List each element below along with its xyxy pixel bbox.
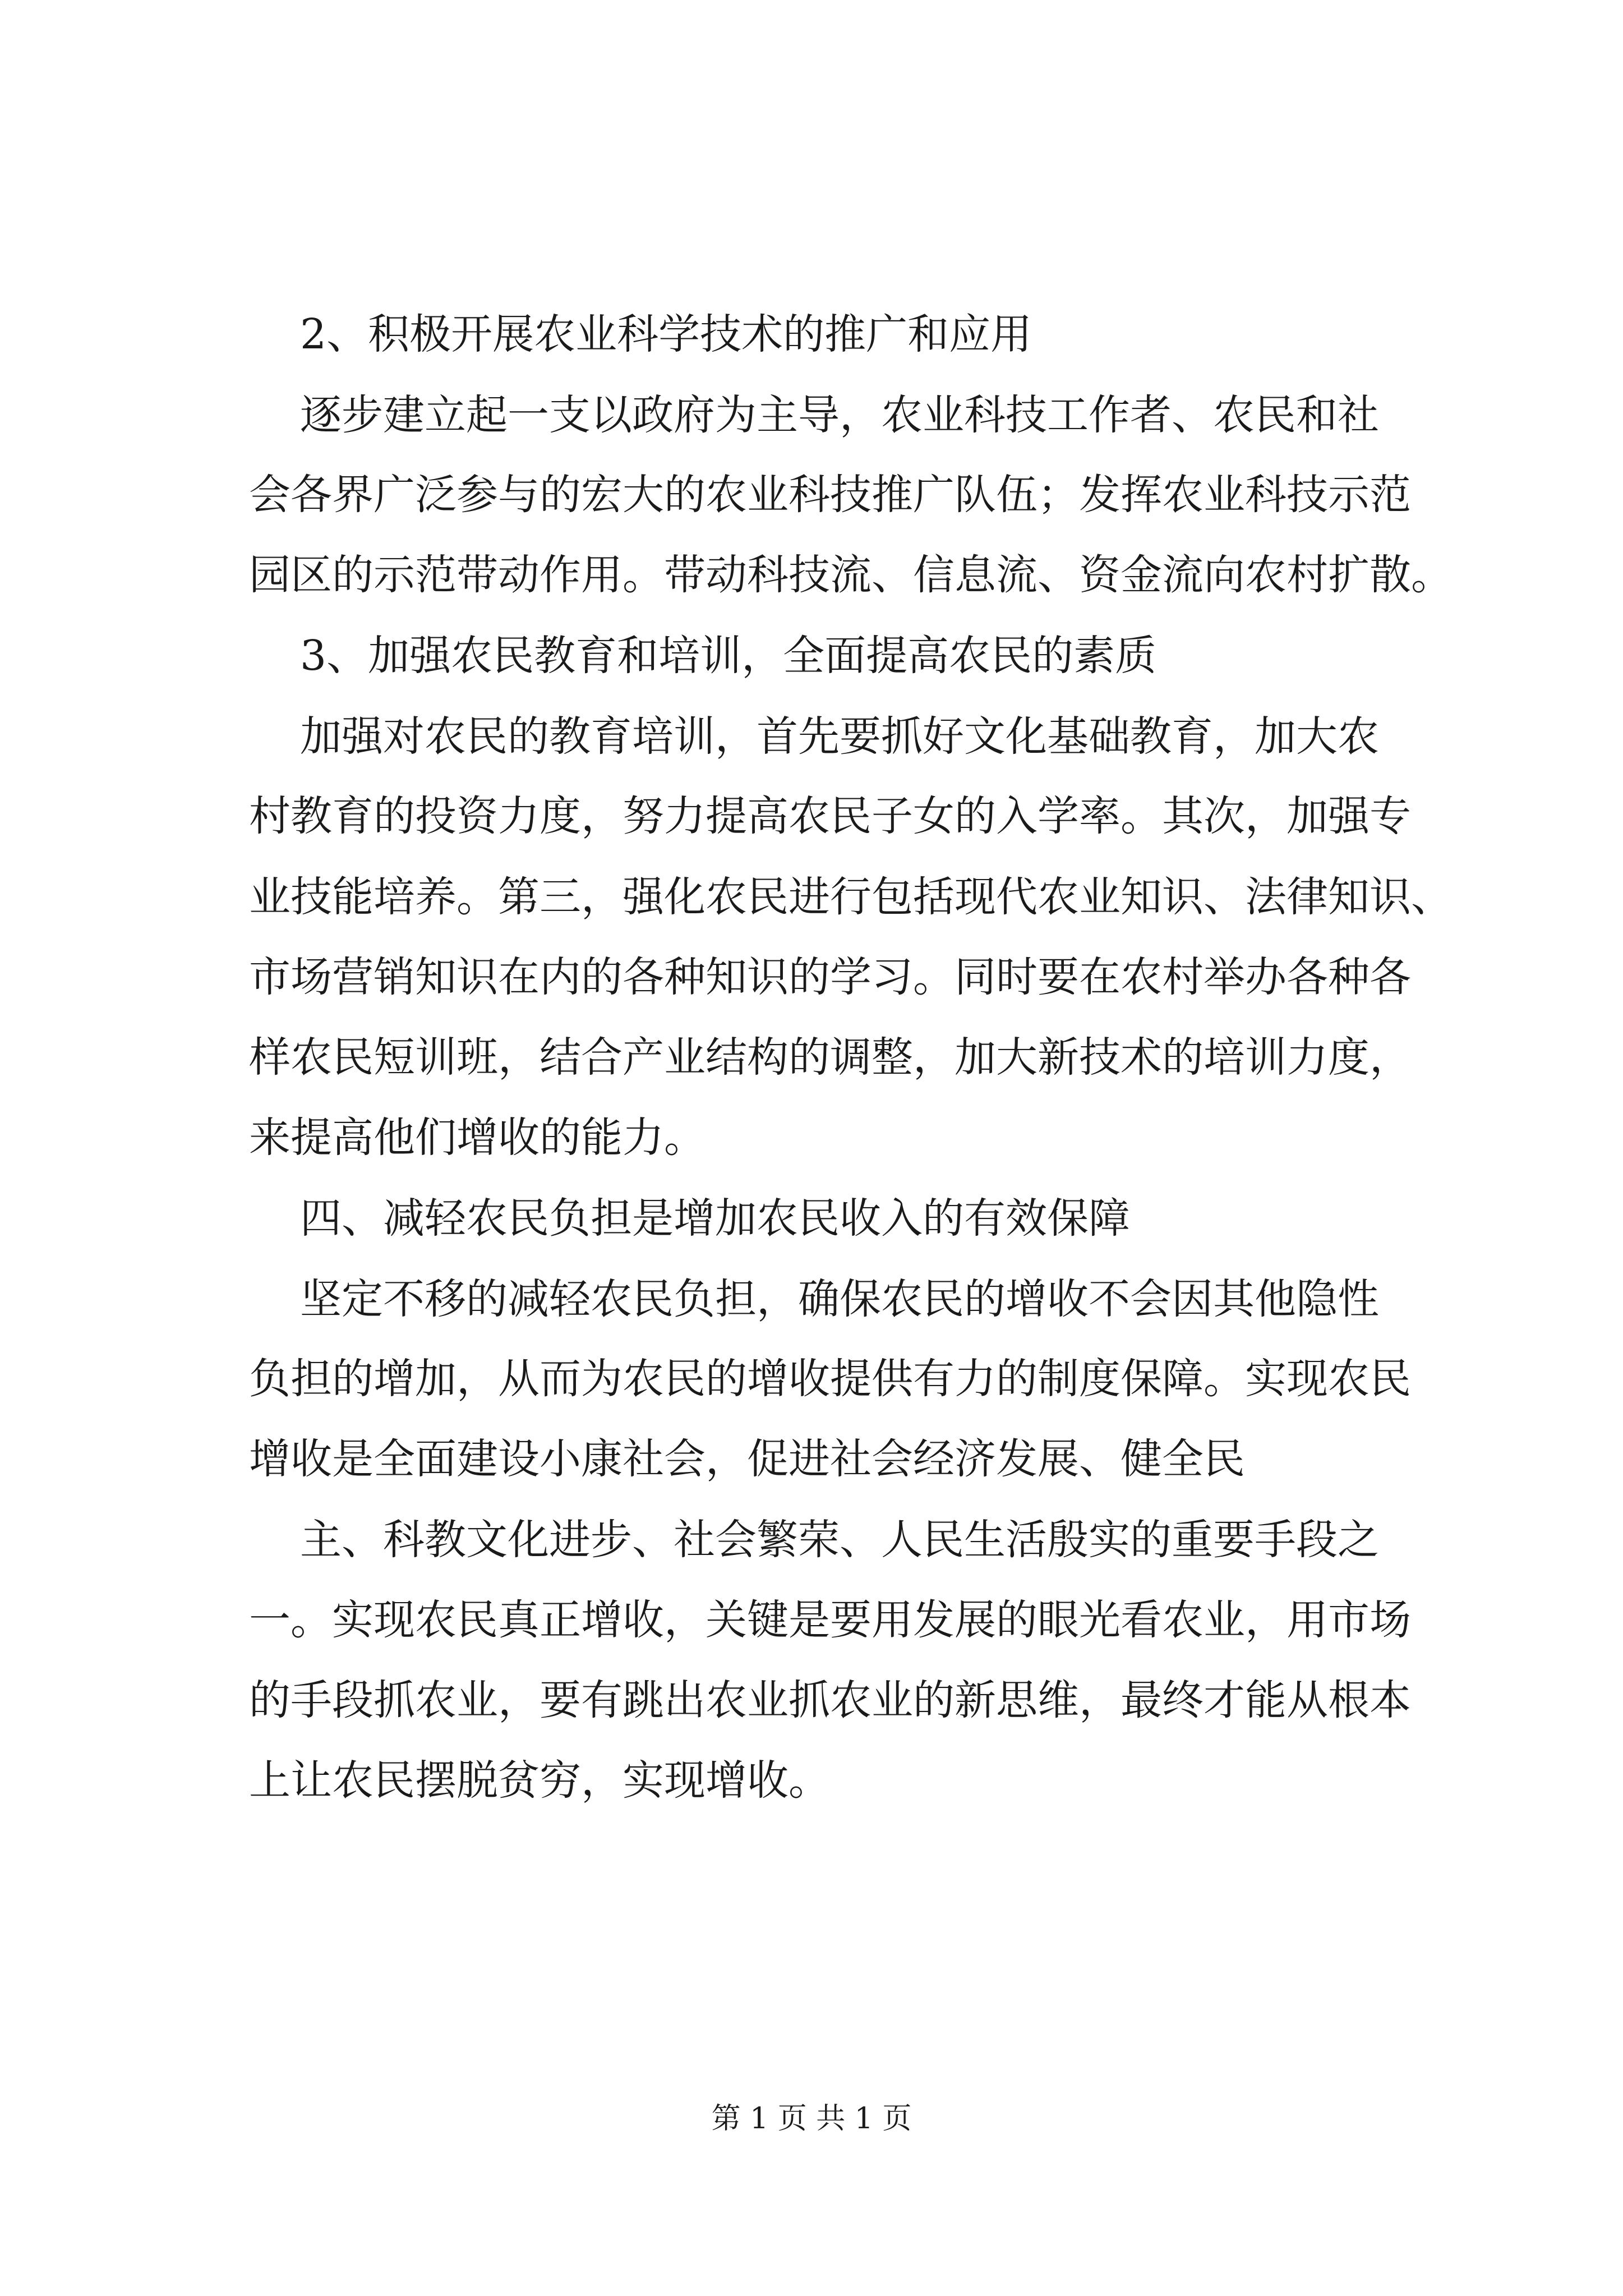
paragraph-line: 会各界广泛参与的宏大的农业科技推广队伍；发挥农业科技示范 (249, 471, 1411, 519)
heading-3: 3、加强农民教育和培训，全面提高农民的素质 (300, 632, 1157, 680)
paragraph-line: 一。实现农民真正增收，关键是要用发展的眼光看农业，用市场 (249, 1596, 1411, 1644)
paragraph-line: 村教育的投资力度，努力提高农民子女的入学率。其次，加强专 (249, 792, 1411, 840)
paragraph-line: 园区的示范带动作用。带动科技流、信息流、资金流向农村扩散。 (249, 551, 1453, 599)
paragraph-line: 业技能培养。第三，强化农民进行包括现代农业知识、法律知识、 (249, 873, 1453, 921)
heading-4: 四、减轻农民负担是增加农民收入的有效保障 (300, 1194, 1130, 1243)
paragraph-line: 市场营销知识在内的各种知识的学习。同时要在农村举办各种各 (249, 953, 1411, 1001)
paragraph-line: 加强对农民的教育培训，首先要抓好文化基础教育，加大农 (300, 712, 1379, 761)
paragraph-line: 负担的增加，从而为农民的增收提供有力的制度保障。实现农民 (249, 1355, 1411, 1403)
paragraph-line: 坚定不移的减轻农民负担，确保农民的增收不会因其他隐性 (300, 1275, 1379, 1323)
paragraph-line: 上让农民摆脱贫穷，实现增收。 (249, 1756, 830, 1805)
paragraph-line: 的手段抓农业，要有跳出农业抓农业的新思维，最终才能从根本 (249, 1676, 1411, 1724)
paragraph-line: 增收是全面建设小康社会，促进社会经济发展、健全民 (249, 1435, 1245, 1483)
paragraph-line: 主、科教文化进步、社会繁荣、人民生活殷实的重要手段之 (300, 1516, 1379, 1564)
paragraph-line: 样农民短训班，结合产业结构的调整，加大新技术的培训力度， (249, 1033, 1411, 1082)
page-footer: 第 1 页 共 1 页 (711, 2102, 912, 2136)
paragraph-line: 来提高他们增收的能力。 (249, 1114, 706, 1162)
heading-2: 2、积极开展农业科学技术的推广和应用 (300, 310, 1032, 358)
paragraph-line: 逐步建立起一支以政府为主导，农业科技工作者、农民和社 (300, 391, 1379, 439)
